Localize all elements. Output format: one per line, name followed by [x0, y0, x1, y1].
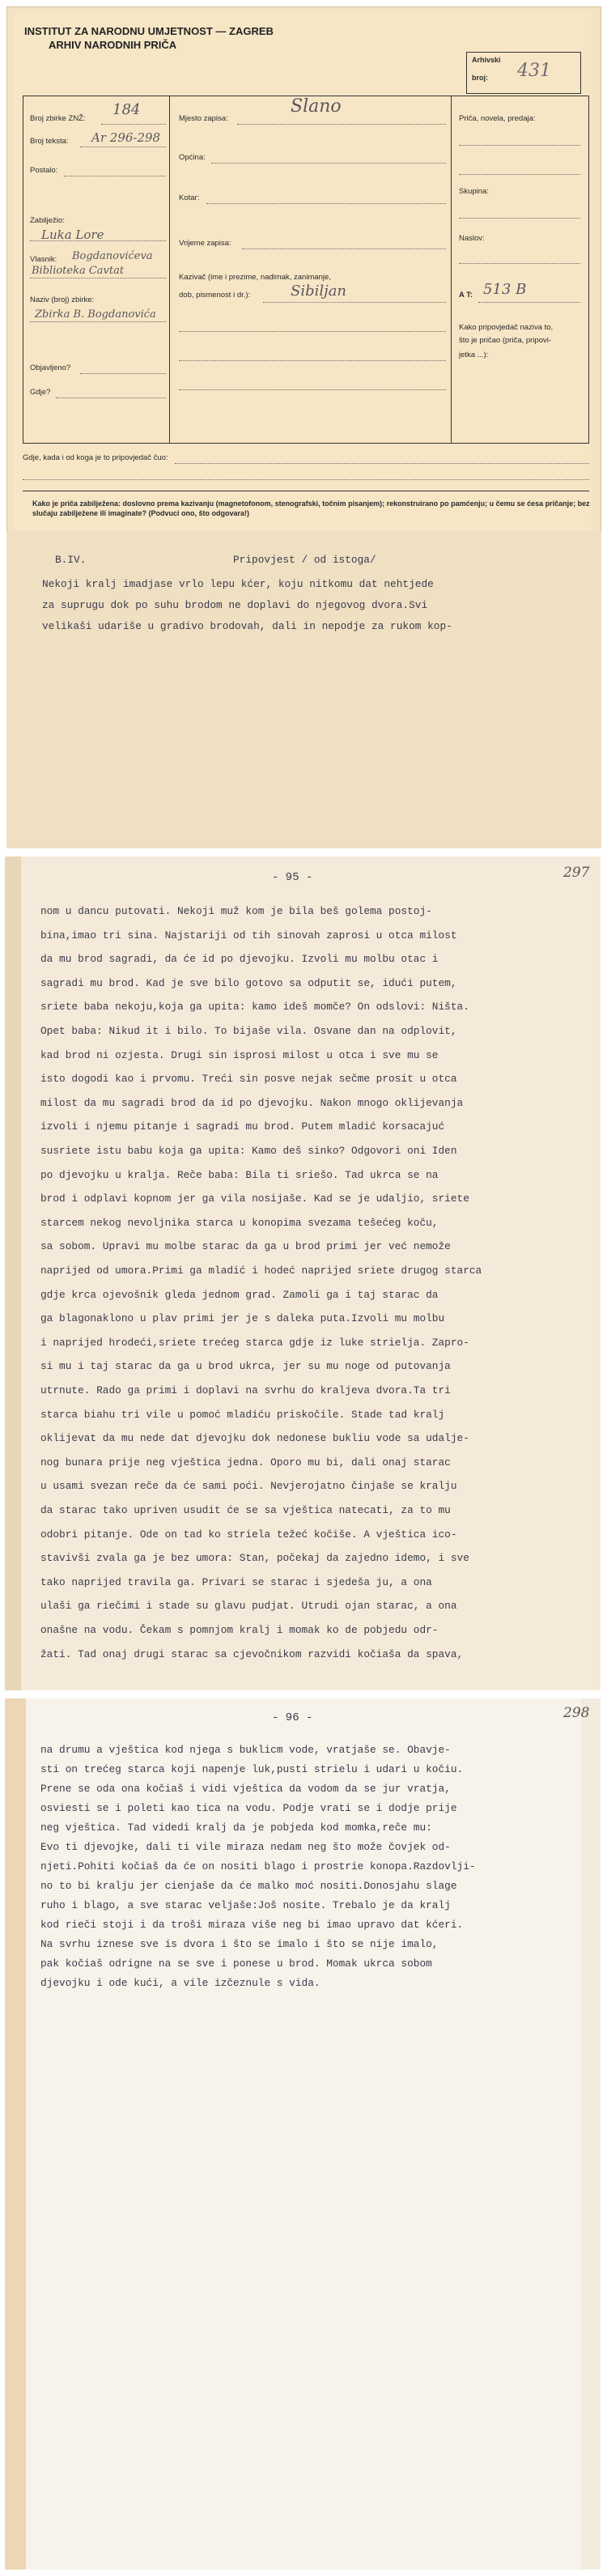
page-number: - 95 - [272, 871, 313, 884]
typed-line: nom u dancu putovati. Nekoji muž kom je bila beš golema postoj- [40, 905, 432, 917]
typed-page-95 [5, 857, 601, 1690]
postalo-label: Postalo: [30, 166, 58, 175]
opcina-label: Općina: [179, 153, 206, 162]
gdje-label: Gdje? [30, 388, 51, 397]
kotar-label: Kotar: [179, 193, 200, 202]
typed-line: kod rieči stoji i da troši miraza više neg bi imao upravo dat kćeri. [40, 1919, 464, 1931]
fill-line [175, 463, 589, 464]
fill-line [179, 360, 446, 361]
fill-line [237, 124, 446, 125]
typed-line: no to bi kralju jer cienjaše da će malko moć nositi.Donosjahu slage [40, 1880, 457, 1892]
kazivac-value: Sibiljan [291, 283, 347, 300]
typed-line: isto dogodi kao i prvomu. Treći sin posve nejak sečme prosit u otca [40, 1073, 457, 1086]
mjesto-zapisa-value: Slano [291, 96, 342, 117]
vlasnik-label: Vlasnik: [30, 255, 57, 264]
typed-line: sti on trećeg starca koji napenje luk,pusti strielu i udari u kočiu. [40, 1763, 464, 1775]
folio-number: 298 [563, 1705, 590, 1721]
fill-line [211, 163, 446, 164]
typed-line: neg vještica. Tad videdi kralj da je pobjeda kod momka,reče mu: [40, 1821, 432, 1834]
typed-line: oklijevat da mu nede dat djevojku dok nedonese bukliu vode sa udalje- [40, 1432, 469, 1445]
fill-line [459, 263, 580, 264]
arhivski-label: Arhivski [472, 56, 501, 64]
broj-label: broj: [472, 74, 488, 82]
archive-number-box [466, 52, 581, 94]
at-value: 513 B [483, 281, 527, 298]
vlasnik-value-1: Bogdanovićeva [72, 250, 153, 262]
story-code: B.IV. [55, 554, 87, 566]
fill-line [206, 203, 446, 204]
column-divider [169, 96, 170, 443]
card-header [24, 24, 274, 52]
typed-line: milost da mu sagradi brod da id po djevojku. Nakon mnogo oklijevanja [40, 1096, 464, 1109]
fill-line [30, 321, 166, 322]
mjesto-zapisa-label: Mjesto zapisa: [179, 114, 228, 123]
typed-line: ruho i blago, a sve starac veljaše:Još nosite. Trebalo je da kralj [40, 1899, 451, 1911]
typed-line: naprijed od umora.Primi ga mladić i hodeć naprijed sriete drugog starca [40, 1265, 482, 1277]
typed-line: ga blagonaklono u plav primi jer je s daleka puta.Izvoli mu molbu [40, 1312, 445, 1325]
naziv-zbirke-label: Naziv (broj) zbirke: [30, 295, 95, 304]
archive-name: ARHIV NARODNIH PRIČA [49, 39, 177, 51]
page-edge [5, 1698, 26, 2570]
typed-line: ulaši ga riečimi i stade su glavu pudjat. Utrudi ojan starac, a ona [40, 1600, 457, 1613]
typed-line: stavivši zvala ga je bez umora: Stan, počekaj da zajedno idemo, i sve [40, 1552, 469, 1565]
typed-line: osviesti se i poleti kao tica na vodu. Podje vrati se i dodje prije [40, 1802, 457, 1814]
typed-line: si mu i taj starac da ga u brod ukrca, jer su mu noge od putovanja [40, 1360, 451, 1373]
typed-line: djevojku i ode kući, a vile izčeznule s vida. [40, 1977, 320, 1989]
typed-line: na drumu a vještica kod njega s buklicm vode, vratjaše se. Obavje- [40, 1744, 451, 1756]
kazivac-label: Kazivač (ime i prezime, nadimak, zanimanje, [179, 273, 331, 282]
index-card [13, 13, 592, 531]
fill-line [459, 145, 580, 146]
naslov-label: Naslov: [459, 234, 485, 243]
broj-teksta-value: Ar 296-298 [91, 130, 161, 145]
typed-line: Evo ti djevojke, dali ti vile miraza nedam neg što može čovjek od- [40, 1841, 451, 1853]
at-label: A T: [459, 291, 473, 300]
typed-line: onašne na vodu. Čekam s pomnjom kralj i momak ko de pobjedu odr- [40, 1624, 439, 1636]
page-edge [5, 857, 21, 1690]
zabiljezio-label: Zabilježio: [30, 216, 65, 225]
typed-line: za suprugu dok po suhu brodom ne doplavi do njegovog dvora.Svi [42, 599, 428, 611]
archive-card-page [6, 6, 601, 848]
source-label: Gdje, kada i od koga je to pripovjedač čuo: [23, 453, 168, 462]
typed-line: utrnute. Rado ga primi i doplavi na svrhu do kraljeva dvora.Ta tri [40, 1384, 451, 1396]
fill-line [30, 240, 166, 241]
dob-label: dob, pismenost i dr.): [179, 291, 251, 300]
objavljeno-label: Objavljeno? [30, 363, 71, 372]
archive-number: 431 [517, 61, 551, 81]
typed-line: brod i odplavi kopnom jer ga vila nosijaše. Kad se je udaljio, sriete [40, 1192, 469, 1205]
typed-line: bina,imao tri sina. Najstariji od tih sinovah zaprosi u otca milost [40, 929, 457, 942]
fill-line [23, 479, 589, 480]
fill-line [80, 373, 166, 374]
column-divider [451, 96, 452, 443]
typed-line: Opet baba: Nikud it i bilo. To bijaše vila. Osvane dan na odplovit, [40, 1025, 457, 1037]
card-form-frame [23, 96, 589, 444]
broj-teksta-label: Broj teksta: [30, 137, 69, 146]
typed-line: gdje krca ojevošnik gleda jednom grad. Zamoli ga i taj starac da [40, 1288, 439, 1301]
typed-line: nog bunara prije neg vještica jedna. Oporo mu bi, dali onaj starac [40, 1456, 451, 1469]
typed-line: velikaši udariše u gradivo brodovah, dali in nepodje za rukom kop- [42, 620, 452, 632]
skupina-label: Skupina: [459, 187, 489, 196]
typed-line: u usami svezan reče da će sami poći. Nevjerojatno činjaše se kralju [40, 1480, 457, 1493]
story-title: Pripovjest / od istoga/ [233, 554, 376, 566]
typed-line: i naprijed hrodeći,sriete trećeg starca gdje iz luke strielja. Zapro- [40, 1336, 469, 1349]
page-edge [581, 1698, 601, 2570]
typed-line: sriete baba nekoju,koja ga upita: kamo ideš momče? On odslovi: Ništa. [40, 1001, 469, 1014]
jetka-label: jetka ...): [459, 351, 489, 359]
typed-line: sa sobom. Upravi mu molbe starac da ga u brod primi jer već nemože [40, 1240, 451, 1253]
fill-line [101, 124, 166, 125]
typed-line: žati. Tad onaj drugi starac sa cjevočnikom razvidi kočiaša da spava, [40, 1647, 464, 1660]
folio-number: 297 [563, 865, 590, 881]
typed-line: po djevojku u kralja. Reče baba: Bila ti sriešo. Tad ukrca se na [40, 1168, 439, 1181]
zabiljezio-value: Luka Lore [41, 227, 104, 242]
typed-line: Prene se oda ona kočiaš i vidi vještica da vodom da se jur vratja, [40, 1783, 451, 1795]
recording-method-note: Kako je priča zabilježena: doslovno prema kazivanju (magnetofonom, stenografski, točnim pisanjem); rekonstruirano po pamćenju; u čemu se ćesa pričanje; bez slučaju zabilježene ili imaginate? (Podvuci ono, što odgovara!) [32, 499, 590, 517]
typed-line: starcem nekog nevoljnika starca u konopima svezama tešećeg koču, [40, 1216, 439, 1229]
typed-line: da starac tako upriven usudit će se sa vještica natecati, za to mu [40, 1504, 451, 1516]
typed-line: Na svrhu iznese sve is dvora i što se imalo i što se nije imalo, [40, 1938, 439, 1950]
kako-label: Kako pripovjedač naziva to, [459, 323, 554, 332]
typed-line: njeti.Pohiti kočiaš da će on nositi blago i prostrie konopa.Razdovlji- [40, 1860, 476, 1872]
fill-line [459, 174, 580, 175]
institute-name: INSTITUT ZA NARODNU UMJETNOST — ZAGREB [24, 25, 274, 37]
typed-line: tako naprijed travila ga. Privari se starac i sjedeša ju, a ona [40, 1575, 432, 1588]
broj-zbirke-value: 184 [112, 101, 141, 118]
typed-line: odobri pitanje. Ode on tad ko striela težeć kočiše. A vještica ico- [40, 1528, 457, 1541]
fill-line [478, 302, 580, 303]
fill-line [56, 397, 166, 398]
typed-story-start [6, 531, 601, 848]
vrijeme-zapisa-label: Vrijeme zapisa: [179, 239, 231, 248]
vlasnik-value-2: Biblioteka Cavtat [32, 265, 125, 277]
prica-label: Priča, novela, predaja: [459, 114, 536, 123]
typed-line: Nekoji kralj imadjase vrlo lepu kćer, koju nitkomu dat nehtjede [42, 578, 434, 590]
sto-label: što je pričao (priča, pripovi- [459, 336, 552, 345]
naziv-zbirke-value: Zbirka B. Bogdanovića [35, 308, 156, 321]
typed-line: starca biahu tri vile u pomoć mladiću priskočile. Stade tad kralj [40, 1408, 445, 1421]
typed-line: kad brod ni ozjesta. Drugi sin isprosi milost u otca i sve mu se [40, 1048, 439, 1061]
typed-line: izvoli i njemu pitanje i sagradi mu brod. Putem mladić korsacajuć [40, 1120, 445, 1133]
typed-line: da mu brod sagradi, da će id po djevojku. Izvoli mu molbu otac i [40, 953, 439, 966]
fill-line [459, 218, 580, 219]
fill-line [179, 389, 446, 390]
typed-line: susriete istu babu koja ga upita: Kamo deš sinko? Odgovori oni Iden [40, 1145, 457, 1157]
typed-line: sagradi mu brod. Kad je sve bilo gotovo sa odputit se, idući putem, [40, 976, 457, 989]
fill-line [179, 331, 446, 332]
fill-line [263, 302, 446, 303]
typed-line: pak kočiaš odrigne na se sve i ponese u brod. Momak ukrca sobom [40, 1958, 432, 1970]
broj-zbirke-label: Broj zbirke ZNŽ: [30, 114, 86, 123]
typed-page-96 [5, 1698, 601, 2570]
page-number: - 96 - [272, 1711, 313, 1724]
